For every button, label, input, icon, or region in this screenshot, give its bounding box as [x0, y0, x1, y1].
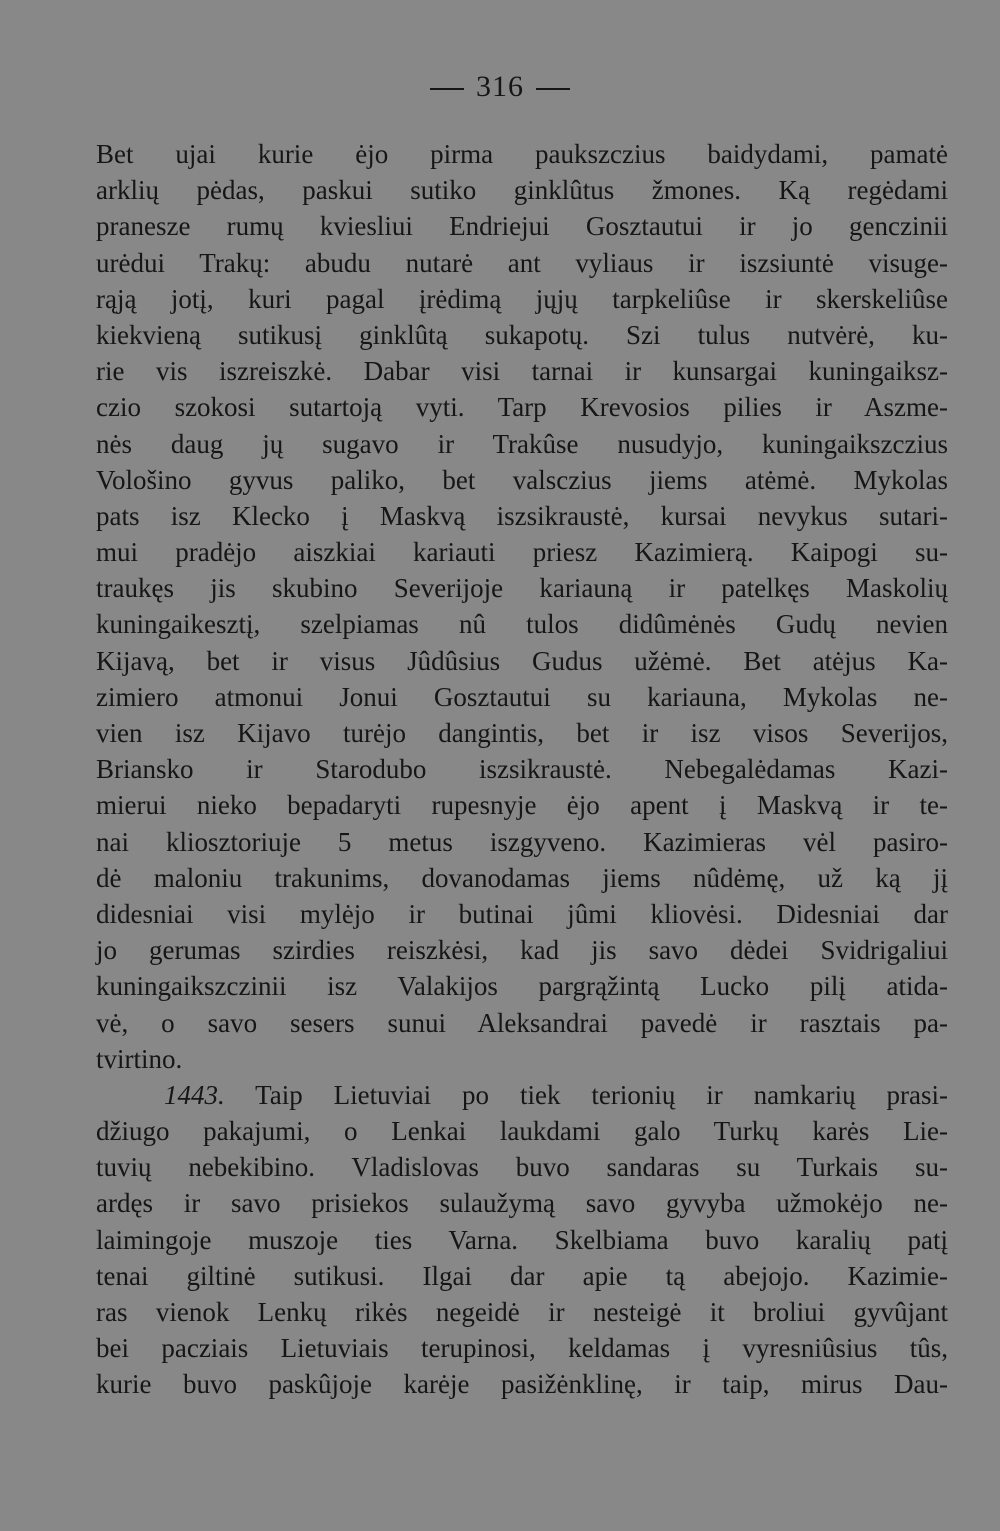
text-line: nės daug jų sugavo ir Trakûse nusudyjo, kuningaikszczius [96, 428, 948, 459]
text-line: zimiero atmonui Jonui Gosztautui su kariauna, Mykolas ne- [96, 681, 948, 712]
text-line: ras vienok Lenkų rikės negeidė ir nesteigė it broliui gyvûjant [96, 1297, 948, 1327]
text-line: mui pradėjo aiszkiai kariauti priesz Kazimierą. Kaipogi su- [96, 537, 948, 568]
text-line: tuvių nebekibino. Vladislovas buvo sandaras su Turkais su- [96, 1152, 948, 1183]
right-dash [536, 88, 570, 90]
text-line: vė, o savo sesers sunui Aleksandrai pavedė ir rasztais pa- [96, 1007, 948, 1038]
text-line: traukęs jis skubino Severijoje kariauną ir patelkęs Maskolių [96, 573, 948, 604]
text-line: jo gerumas szirdies reiszkėsi, kad jis savo dėdei Svidrigaliui [96, 935, 948, 966]
text-line: Kijavą, bet ir visus Jûdûsius Gudus užėmė. Bet atėjus Ka- [96, 645, 948, 676]
text-line: bei pacziais Lietuviais terupinosi, keldamas į vyresniûsius tûs, [96, 1333, 948, 1364]
text-line: didesniai visi mylėjo ir butinai jûmi kliovėsi. Didesniai dar [96, 898, 948, 929]
text-line: Bet ujai kurie ėjo pirma paukszczius baidydami, pamatė [96, 139, 948, 169]
text-line: Briansko ir Starodubo iszsikraustė. Nebegalėdamas Kazi- [96, 754, 948, 785]
text-line: pats isz Klecko į Maskvą iszsikraustė, kursai nevykus sutari- [96, 500, 948, 531]
text-line: tvirtino. [96, 1043, 183, 1074]
paragraph-first-line [96, 1077, 948, 1113]
body-text [96, 136, 948, 1403]
text-segment: Taip Lietuviai po tiek terionių ir namkarių prasi- [224, 1079, 948, 1110]
text-line: rie vis iszreiszkė. Dabar visi tarnai ir kunsargai kuningaiksz- [96, 356, 948, 387]
text-line: pranesze rumų kviesliui Endriejui Gosztautui ir jo genczinii [96, 211, 948, 242]
year-label: 1443. [164, 1079, 225, 1110]
text-line: arklių pėdas, paskui sutiko ginklûtus žmones. Ką regėdami [96, 175, 948, 206]
left-dash [430, 88, 464, 90]
text-line: czio szokosi sutartoją vyti. Tarp Krevosios pilies ir Aszme- [96, 392, 948, 423]
text-line: urėdui Trakų: abudu nutarė ant vyliaus ir iszsiuntė visuge- [96, 247, 948, 278]
text-line: mierui nieko bepadaryti rupesnyje ėjo apent į Maskvą ir te- [96, 790, 948, 821]
text-line: vien isz Kijavo turėjo dangintis, bet ir isz visos Severijos, [96, 718, 948, 748]
page-number [0, 70, 1000, 104]
text-line: kiekvieną sutikusį ginklûtą sukapotų. Szi tulus nutvėrė, ku- [96, 319, 948, 350]
text-line: tenai giltinė sutikusi. Ilgai dar apie tą abejojo. Kazimie- [96, 1260, 948, 1291]
text-line: kuningaikesztį, szelpiamas nû tulos didûmėnės Gudų nevien [96, 609, 948, 640]
page-number-value: 316 [476, 70, 524, 103]
text-line: kuningaikszczinii isz Valakijos pargrąžintą Lucko pilį atida- [96, 971, 948, 1002]
text-line: džiugo pakajumi, o Lenkai laukdami galo Turkų karės Lie- [96, 1116, 948, 1147]
text-line: laimingoje muszoje ties Varna. Skelbiama buvo karalių patį [96, 1224, 948, 1255]
text-line: rąją jotį, kuri pagal įrėdimą jųjų tarpkeliûse ir skerskeliûse [96, 283, 948, 314]
text-line: nai kliosztoriuje 5 metus iszgyveno. Kazimieras vėl pasiro- [96, 826, 948, 857]
text-line: ardęs ir savo prisiekos sulaužymą savo gyvyba užmokėjo ne- [96, 1188, 948, 1219]
text-line: Vološino gyvus paliko, bet valsczius jiems atėmė. Mykolas [96, 464, 948, 495]
text-line: dė maloniu trakunims, dovanodamas jiems nûdėmę, už ką jį [96, 862, 948, 893]
text-line: kurie buvo paskûjoje karėje pasižėnklinę, ir taip, mirus Dau- [96, 1369, 948, 1400]
